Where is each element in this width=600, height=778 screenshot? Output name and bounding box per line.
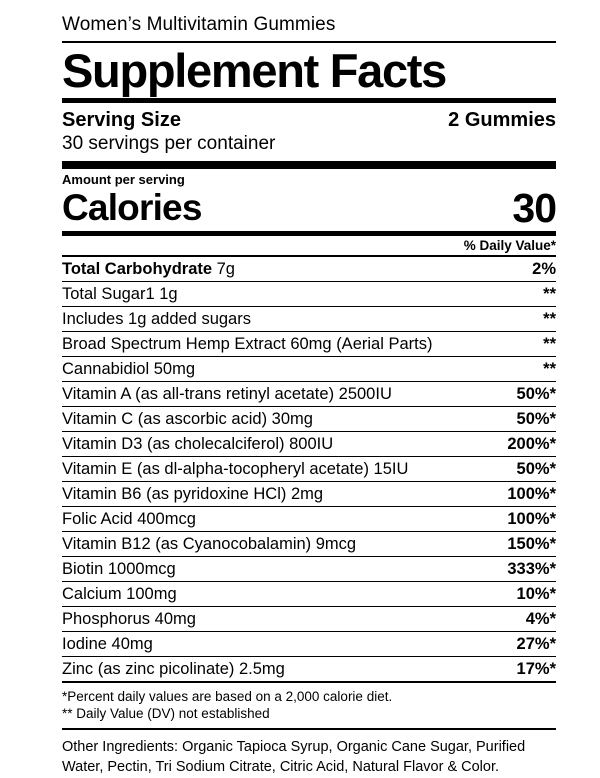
nutrient-row	[62, 607, 556, 632]
nutrient-daily-value: **	[499, 357, 556, 382]
other-ingredients: Other Ingredients: Organic Tapioca Syrup, Organic Cane Sugar, Purified Water, Pectin, Tri Sodium Citrate, Citric Acid, Natural Flavor & Color.	[62, 739, 526, 775]
nutrient-daily-value: 100%*	[499, 507, 556, 532]
nutrient-name-text: Total Sugar1	[62, 285, 155, 303]
nutrient-name-text: Calcium 100mg	[62, 585, 177, 603]
nutrient-row	[62, 532, 556, 557]
calories-value: 30	[512, 185, 556, 231]
nutrient-daily-value: 10%*	[499, 582, 556, 607]
nutrient-daily-value: 50%*	[499, 457, 556, 482]
nutrient-table	[62, 257, 556, 683]
nutrient-row	[62, 457, 556, 482]
nutrient-name-text: Vitamin E (as dl-alpha-tocopheryl acetate) 15IU	[62, 460, 409, 478]
nutrient-name	[62, 557, 499, 582]
nutrient-name	[62, 482, 499, 507]
nutrient-row	[62, 307, 556, 332]
nutrient-name-text: Vitamin C (as ascorbic acid) 30mg	[62, 410, 313, 428]
nutrient-name	[62, 457, 499, 482]
nutrient-row	[62, 582, 556, 607]
nutrient-name	[62, 607, 499, 632]
nutrient-daily-value: 333%*	[499, 557, 556, 582]
nutrient-row	[62, 657, 556, 683]
nutrient-name-text: Vitamin B6 (as pyridoxine HCl) 2mg	[62, 485, 324, 503]
nutrient-name	[62, 257, 499, 282]
nutrient-row	[62, 432, 556, 457]
nutrient-name	[62, 357, 499, 382]
nutrient-daily-value: **	[499, 282, 556, 307]
divider-above-calories	[62, 161, 556, 169]
nutrient-daily-value: 50%*	[499, 407, 556, 432]
product-name: Women’s Multivitamin Gummies	[62, 14, 336, 35]
nutrient-daily-value: 4%*	[499, 607, 556, 632]
nutrient-row	[62, 507, 556, 532]
calories-row	[62, 187, 556, 231]
nutrient-amount: 1g	[154, 285, 178, 303]
footnote-percent-dv: *Percent daily values are based on a 2,000 calorie diet.	[62, 689, 393, 704]
nutrient-name	[62, 507, 499, 532]
nutrient-amount: 7g	[212, 260, 235, 278]
footnotes	[62, 683, 556, 728]
nutrient-daily-value: 2%	[499, 257, 556, 282]
nutrient-name-text: Cannabidiol 50mg	[62, 360, 196, 378]
nutrient-name	[62, 582, 499, 607]
nutrient-name	[62, 657, 499, 683]
nutrient-daily-value: 100%*	[499, 482, 556, 507]
servings-per-container: 30 servings per container	[62, 133, 276, 154]
nutrient-name-text: Includes 1g added sugars	[62, 310, 251, 328]
panel-title: Supplement Facts	[62, 44, 447, 97]
nutrient-daily-value: 27%*	[499, 632, 556, 657]
nutrient-row	[62, 332, 556, 357]
nutrient-name-text: Folic Acid 400mcg	[62, 510, 196, 528]
footnote-dv-not-established: ** Daily Value (DV) not established	[62, 706, 270, 721]
nutrient-name	[62, 382, 499, 407]
nutrient-row	[62, 407, 556, 432]
nutrient-name-text: Vitamin D3 (as cholecalciferol) 800IU	[62, 435, 334, 453]
amount-per-serving-label: Amount per serving	[62, 172, 185, 187]
nutrient-name-text: Vitamin B12 (as Cyanocobalamin) 9mcg	[62, 535, 357, 553]
serving-size-row	[62, 103, 556, 132]
nutrient-row	[62, 357, 556, 382]
nutrient-daily-value: 17%*	[499, 657, 556, 683]
nutrient-name-text: Vitamin A (as all-trans retinyl acetate) 2500IU	[62, 385, 392, 403]
nutrient-row	[62, 282, 556, 307]
nutrient-daily-value: 200%*	[499, 432, 556, 457]
nutrient-row	[62, 382, 556, 407]
nutrient-name-text: Broad Spectrum Hemp Extract 60mg (Aerial Parts)	[62, 335, 433, 353]
nutrient-name	[62, 632, 499, 657]
nutrient-row	[62, 257, 556, 282]
nutrient-row	[62, 632, 556, 657]
calories-label: Calories	[62, 187, 202, 228]
nutrient-name-text: Iodine 40mg	[62, 635, 153, 653]
nutrient-daily-value: **	[499, 307, 556, 332]
nutrient-daily-value: 150%*	[499, 532, 556, 557]
nutrient-daily-value: **	[499, 332, 556, 357]
daily-value-header: % Daily Value*	[463, 238, 556, 253]
nutrient-name	[62, 332, 499, 357]
nutrient-name	[62, 282, 499, 307]
nutrient-name	[62, 407, 499, 432]
nutrient-name-text: Biotin 1000mcg	[62, 560, 176, 578]
serving-size-label: Serving Size	[62, 109, 181, 131]
nutrient-name	[62, 532, 499, 557]
nutrient-name	[62, 307, 499, 332]
nutrient-daily-value: 50%*	[499, 382, 556, 407]
serving-size-value: 2 Gummies	[448, 109, 556, 131]
nutrient-row	[62, 557, 556, 582]
nutrient-name-text: Phosphorus 40mg	[62, 610, 196, 628]
nutrient-name	[62, 432, 499, 457]
nutrient-name-text: Zinc (as zinc picolinate) 2.5mg	[62, 660, 285, 678]
nutrient-name-text: Total Carbohydrate	[62, 260, 213, 278]
nutrient-row	[62, 482, 556, 507]
